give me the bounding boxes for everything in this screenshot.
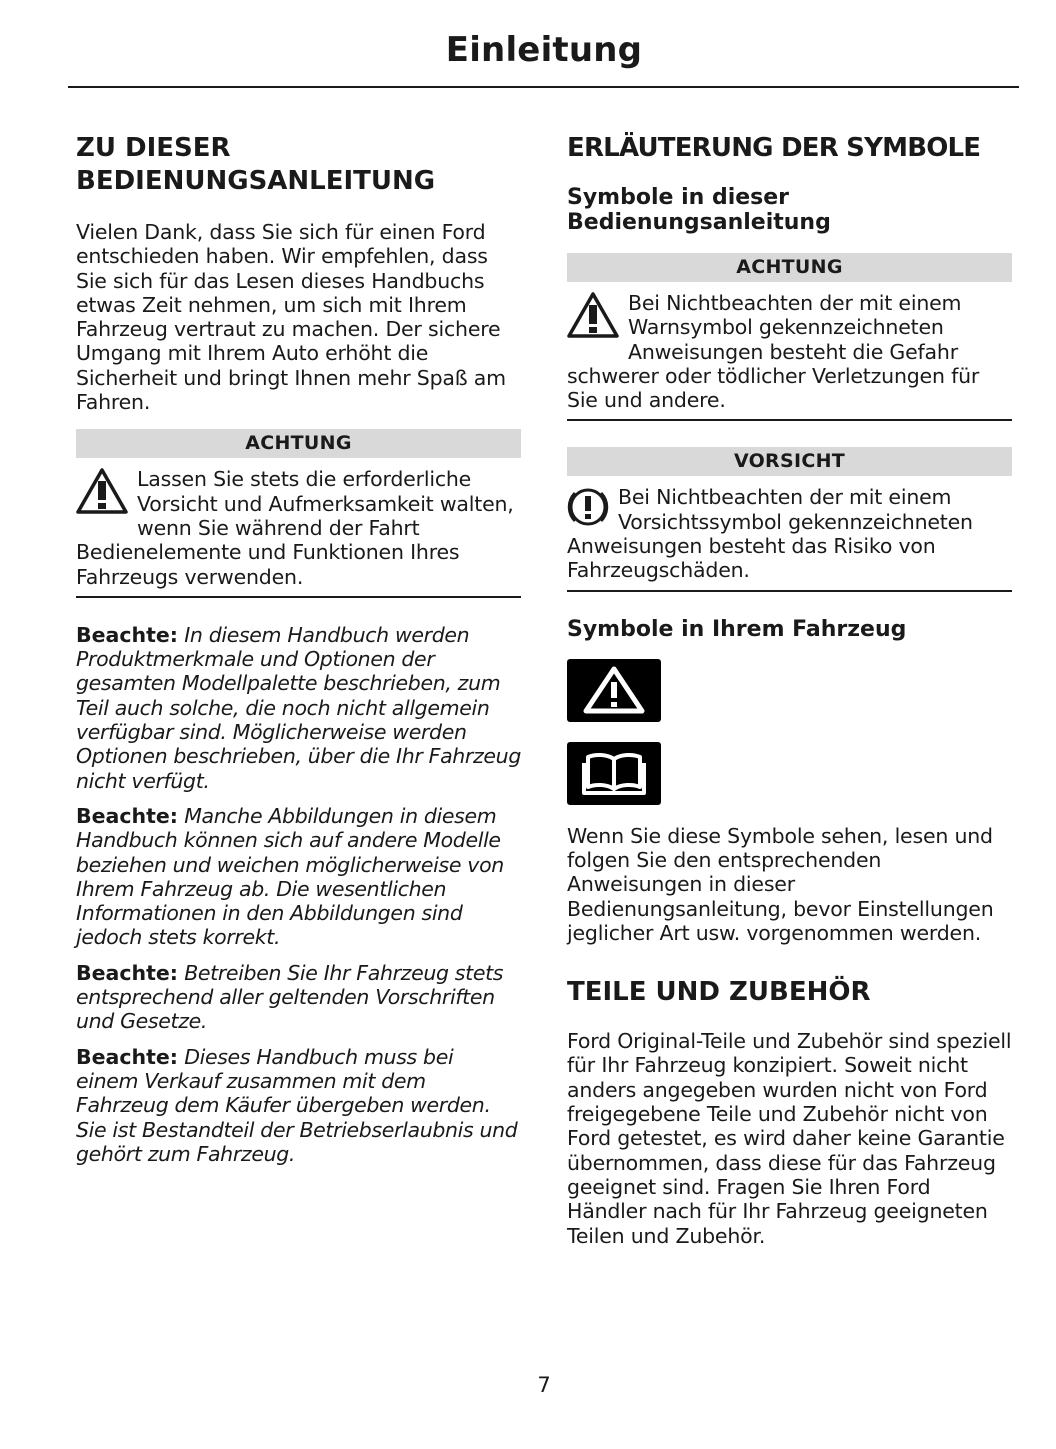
note-text: Betreiben Sie Ihr Fahrzeug stets entsprechend aller geltenden Vorschriften und Gesetze.	[76, 960, 504, 1034]
section-heading-about	[76, 132, 521, 198]
intro-paragraph: Vielen Dank, dass Sie sich für einen Ford entschieden haben. Wir empfehlen, dass Sie sich für das Lesen dieses Handbuchs etwas Zeit nehmen, um sich mit Ihrem Fahrzeug vertraut zu machen. Der sichere Umgang mit Ihrem Auto erhöht die Sicherheit und bringt Ihnen mehr Spaß am Fahren.	[76, 220, 506, 415]
open-book-icon	[567, 742, 661, 805]
note-label: Beachte:	[76, 803, 179, 828]
section-heading-symbols: ERLÄUTERUNG DER SYMBOLE	[567, 133, 981, 163]
warning-triangle-icon	[76, 467, 128, 519]
warning-content	[567, 282, 1012, 421]
warning-triangle-icon	[567, 291, 619, 343]
subheading-line-2: Bedienungsanleitung	[567, 210, 831, 235]
left-column	[76, 132, 521, 1166]
warning-text: Bei Nichtbeachten der mit einem Warnsymbol gekennzeichneten Anweisungen besteht die Gefahr schwerer oder tödlicher Verletzungen für Sie und andere.	[567, 291, 980, 413]
subheading-manual-symbols	[567, 185, 1012, 235]
caution-label: VORSICHT	[567, 447, 1012, 476]
caution-text: Bei Nichtbeachten der mit einem Vorsichtssymbol gekennzeichneten Anweisungen besteht das Risiko von Fahrzeugschäden.	[567, 485, 973, 583]
heading-line-1: ZU DIESER	[76, 133, 231, 163]
title-divider	[68, 86, 1019, 88]
note-text: Manche Abbildungen in diesem Handbuch können sich auf andere Modelle beziehen und weichen möglicherweise von Ihrem Fahrzeug ab. Die wesentlichen Informationen in den Abbildungen sind jedoch stets korrekt.	[76, 803, 504, 950]
symbols-paragraph: Wenn Sie diese Symbole sehen, lesen und folgen Sie den entsprechenden Anweisungen in dieser Bedienungsanleitung, bevor Einstellungen jeglicher Art usw. vorgenommen werden.	[567, 823, 994, 945]
note-label: Beachte:	[76, 960, 179, 985]
section-heading-parts: TEILE UND ZUBEHÖR	[567, 977, 871, 1008]
note-2	[76, 804, 521, 950]
warning-box	[567, 253, 1012, 421]
page-number: 7	[537, 1373, 551, 1397]
warning-text: Lassen Sie stets die erforderliche Vorsicht und Aufmerksamkeit walten, wenn Sie während der Fahrt Bedienelemente und Funktionen Ihres Fahrzeugs verwenden.	[76, 467, 514, 589]
subheading-vehicle-symbols: Symbole in Ihrem Fahrzeug	[567, 616, 907, 642]
page-title: Einleitung	[445, 30, 643, 70]
subheading-line-1: Symbole in dieser	[567, 185, 790, 210]
note-4	[76, 1045, 521, 1166]
warning-label: ACHTUNG	[76, 429, 521, 458]
caution-circle-icon	[567, 485, 609, 533]
note-3	[76, 961, 521, 1034]
warning-label: ACHTUNG	[567, 253, 1012, 282]
note-text: Dieses Handbuch muss bei einem Verkauf zusammen mit dem Fahrzeug dem Käufer übergeben werden. Sie ist Bestandteil der Betriebserlaubnis und gehört zum Fahrzeug.	[76, 1044, 518, 1166]
note-1	[76, 623, 521, 793]
note-label: Beachte:	[76, 1044, 179, 1069]
note-text: In diesem Handbuch werden Produktmerkmale und Optionen der gesamten Modellpalette beschrieben, zum Teil auch solche, die noch nicht allgemein verfügbar sind. Möglicherweise werden Optionen beschrieben, über die Ihr Fahrzeug nicht verfügt.	[76, 622, 521, 793]
warning-triangle-icon	[567, 659, 661, 722]
caution-box	[567, 447, 1012, 591]
right-column	[567, 132, 1012, 1248]
warning-content	[76, 458, 521, 597]
heading-line-2: BEDIENUNGSANLEITUNG	[76, 166, 436, 196]
caution-content	[567, 476, 1012, 591]
note-label: Beachte:	[76, 622, 179, 647]
parts-paragraph: Ford Original-Teile und Zubehör sind speziell für Ihr Fahrzeug konzipiert. Soweit nicht anders angegeben wurden nicht von Ford freigegebene Teile und Zubehör nicht von Ford getestet, es wird daher keine Garantie übernommen, dass diese für das Fahrzeug geeignet sind. Fragen Sie Ihren Ford Händler nach für Ihr Fahrzeug geeigneten Teilen und Zubehör.	[567, 1029, 1012, 1248]
warning-box	[76, 429, 521, 597]
